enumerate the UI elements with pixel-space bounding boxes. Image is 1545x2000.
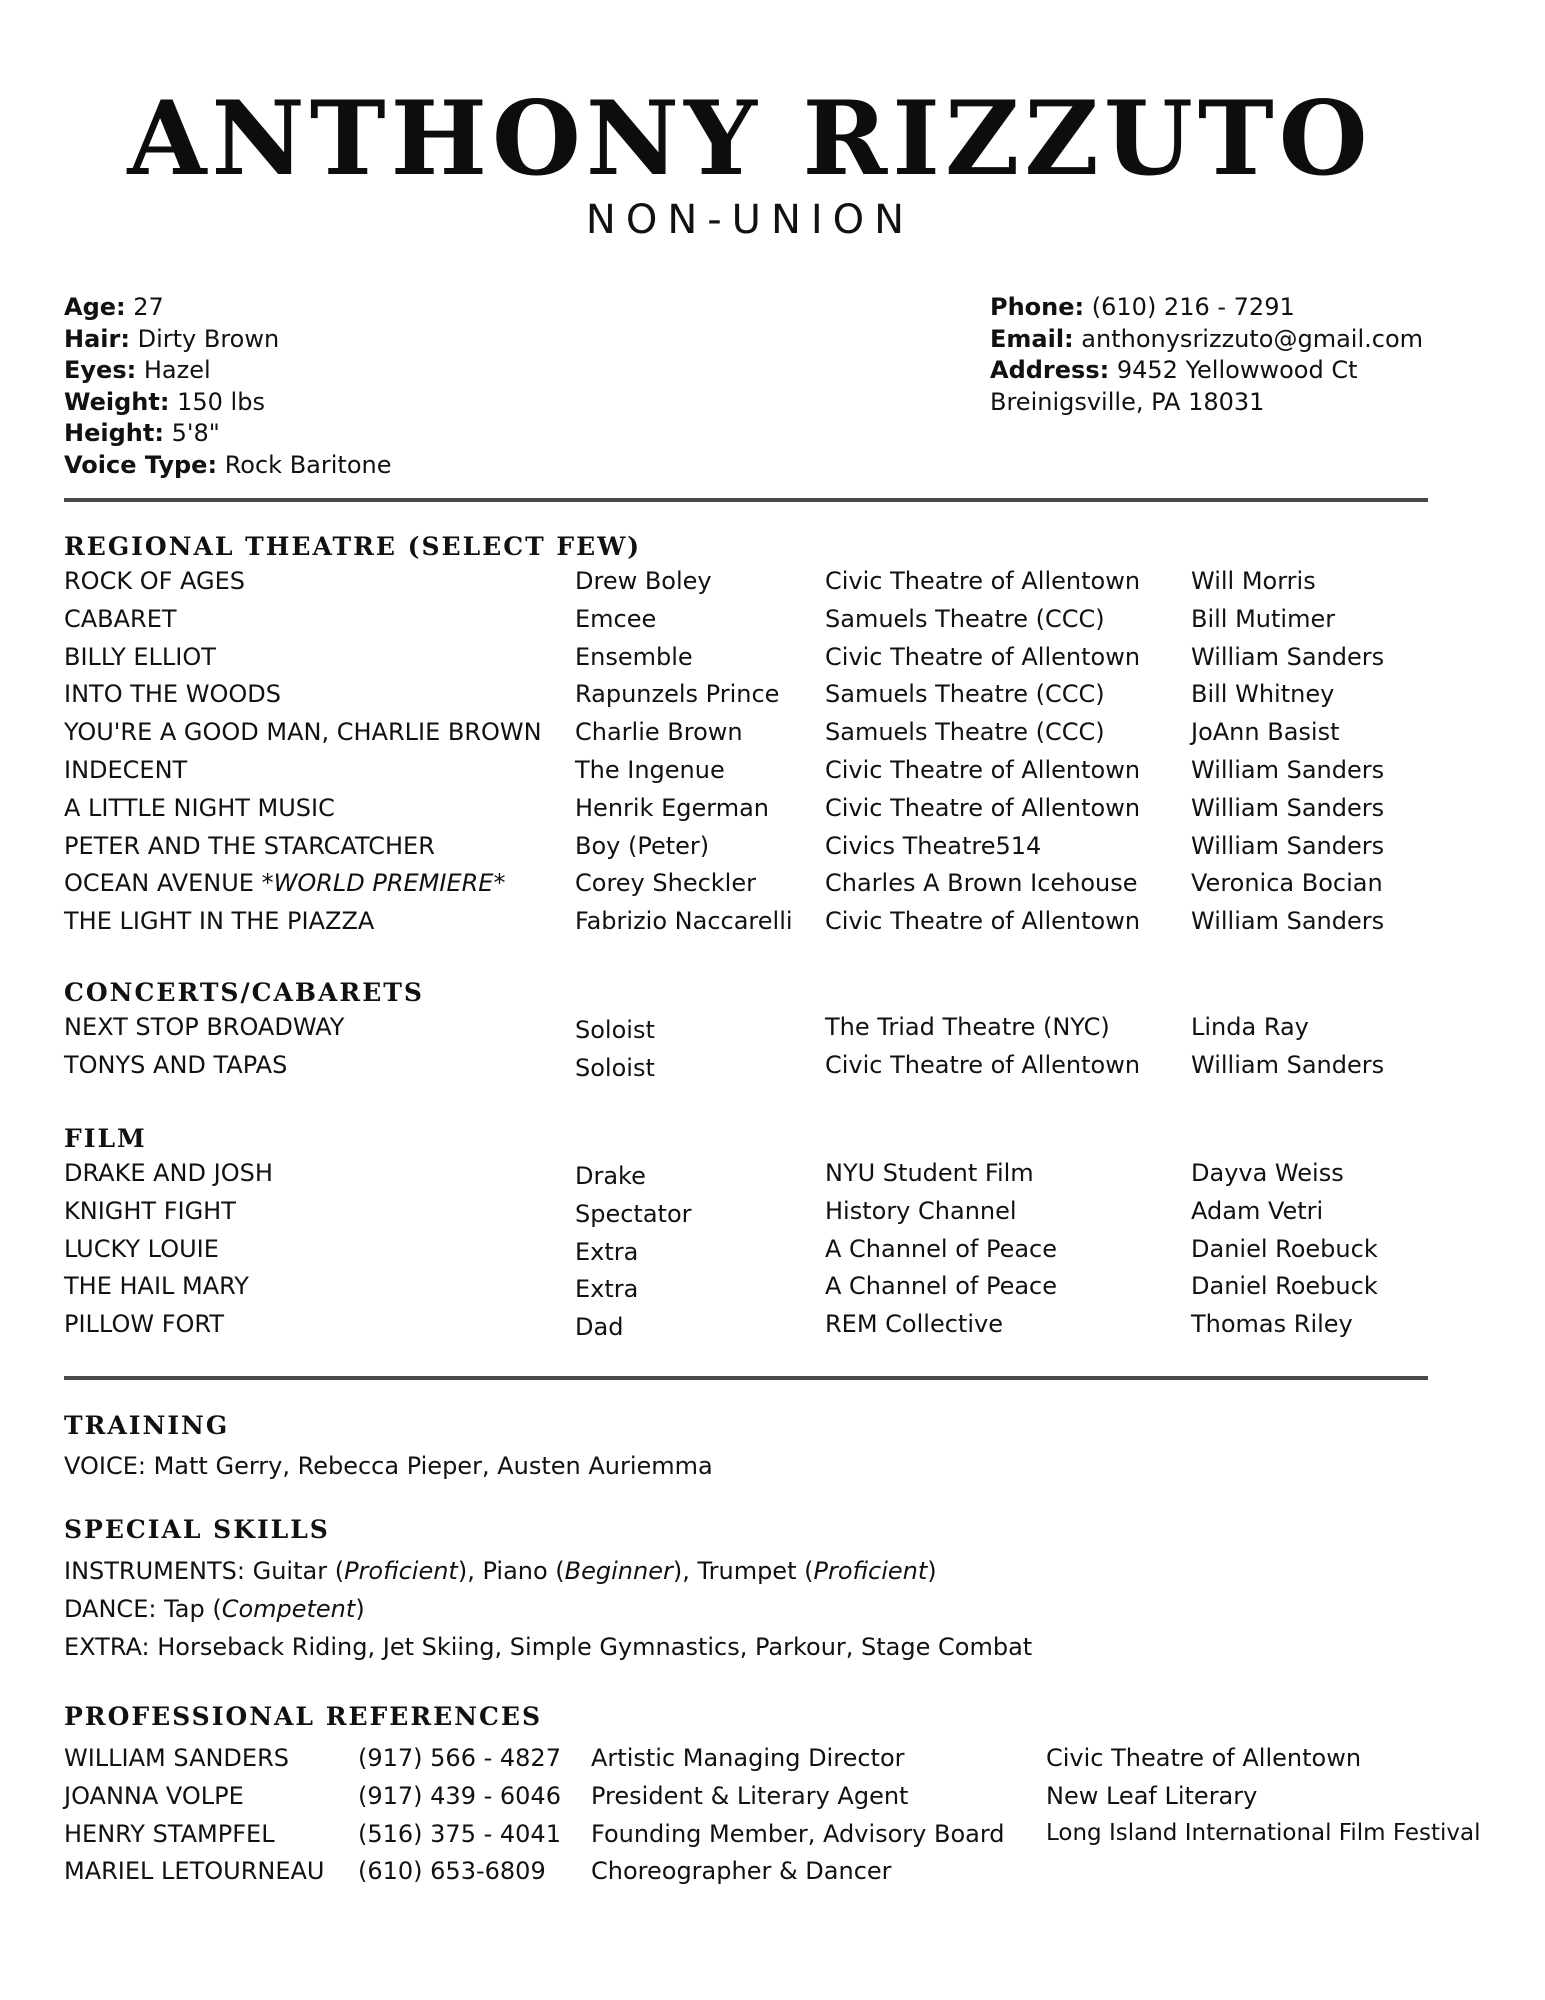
stat-eyes: Eyes: Hazel [64,356,211,384]
contact-address: Address: 9452 Yellowwood Ct [990,356,1358,384]
union-status: NON-UNION [585,197,915,243]
contact-phone: Phone: (610) 216 - 7291 [990,293,1295,321]
physical-stats [64,292,391,481]
stat-age: Age: 27 [64,293,164,321]
resume-page: ANTHONY RIZZUTO NON-UNION Age: 27 Hair: Dirty Brown Eyes: Hazel Weight: 150 lbs Height: 5'8" Voice Type: Rock Baritone Phone: (610) 216 - 7291 Email: anthonysrizzuto@gmail.com Address: 9452 Yellowwood Ct Breinigsville, PA 18031 REGIONAL THEATRE (SELECT FEW) ROCK OF AGES Drew Boley Civic Theatre of Allentown Will Morris CABARET Emcee Samuels Theatre (CCC) Bill Mutimer BILLY ELLIOT Ensemble Civic Theatre of Allentown William Sanders INTO THE WOODS Rapunzels Prince Samuels Theatre (CCC) Bill Whitney YOU'RE A GOOD MAN, CHARLIE BROWN Charlie Brown Samuels Theatre (CCC) JoAnn Basist INDECENT The Ingenue Civic Theatre of Allentown William Sanders A LITTLE NIGHT MUSIC Henrik Egerman Civic Theatre of Allentown William Sanders PETER AND THE STARCATCHER Boy (Peter) Civics Theatre514 William Sanders OCEAN AVENUE *WORLD PREMIERE* Corey Sheckler Charles A Brown Icehouse Veronica Bocian THE LIGHT IN THE PIAZZA Fabrizio Naccarelli Civic Theatre of Allentown William Sanders CONCERTS/CABARETS NEXT STOP BROADWAY Soloist The Triad Theatre (NYC) Linda Ray TONYS AND TAPAS Soloist Civic Theatre of Allentown William Sanders FILM DRAKE AND JOSH Drake NYU Student Film Dayva Weiss KNIGHT FIGHT Spectator History Channel Adam Vetri LUCKY LOUIE Extra A Channel of Peace Daniel Roebuck THE HAIL MARY Extra A Channel of Peace Daniel Roebuck PILLOW FORT Dad REM Collective Thomas Riley TRAINING VOICE: Matt Gerry, Rebecca Pieper, Austen Auriemma SPECIAL SKILLS INSTRUMENTS: Guitar (Proficient), Piano (Beginner), Trumpet (Proficient) DANCE: Tap (Competent) EXTRA: Horseback Riding, Jet Skiing, Simple Gymnastics, Parkour, Stage Combat PROFESSIONAL REFERENCES WILLIAM SANDERS (917) 566 - 4827 Artistic Managing Director Civic Theatre of Allentown JOANNA VOLPE (917) 439 - 6046 President & Literary Agent New Leaf Literary HENRY STAMPFEL (516) 375 - 4041 Founding Member, Advisory Board Long Island International Film Festival MARIEL LETOURNEAU (610) 653-6809 Choreographer & Dancer [0,0,1545,2000]
stat-weight: Weight: 150 lbs [64,387,265,416]
skills-extra: EXTRA: Horseback Riding, Jet Skiing, Simple Gymnastics, Parkour, Stage Combat [64,1633,1033,1661]
skills-instruments: INSTRUMENTS: Guitar (Proficient), Piano (Beginner), Trumpet (Proficient) [64,1557,937,1585]
section-heading-special-skills: SPECIAL SKILLS [64,1515,330,1544]
section-heading-concerts: CONCERTS/CABARETS [64,978,424,1007]
contact-address-line2: Breinigsville, PA 18031 [990,387,1265,416]
section-divider [64,1376,1428,1380]
section-divider [64,498,1428,502]
section-heading-regional-theatre: REGIONAL THEATRE (SELECT FEW) [64,532,642,561]
contact-email: Email: anthonysrizzuto@gmail.com [990,324,1424,353]
section-heading-references: PROFESSIONAL REFERENCES [64,1702,543,1731]
section-heading-training: TRAINING [64,1411,230,1440]
contact-info [990,292,1423,418]
training-voice: VOICE: Matt Gerry, Rebecca Pieper, Austen Auriemma [64,1452,713,1480]
actor-name: ANTHONY RIZZUTO [127,79,1373,199]
stat-voice-type: Voice Type: Rock Baritone [64,450,392,479]
stat-height: Height: 5'8" [64,419,220,447]
stat-hair: Hair: Dirty Brown [64,324,280,353]
skills-dance: DANCE: Tap (Competent) [64,1595,365,1623]
section-heading-film: FILM [64,1124,147,1153]
